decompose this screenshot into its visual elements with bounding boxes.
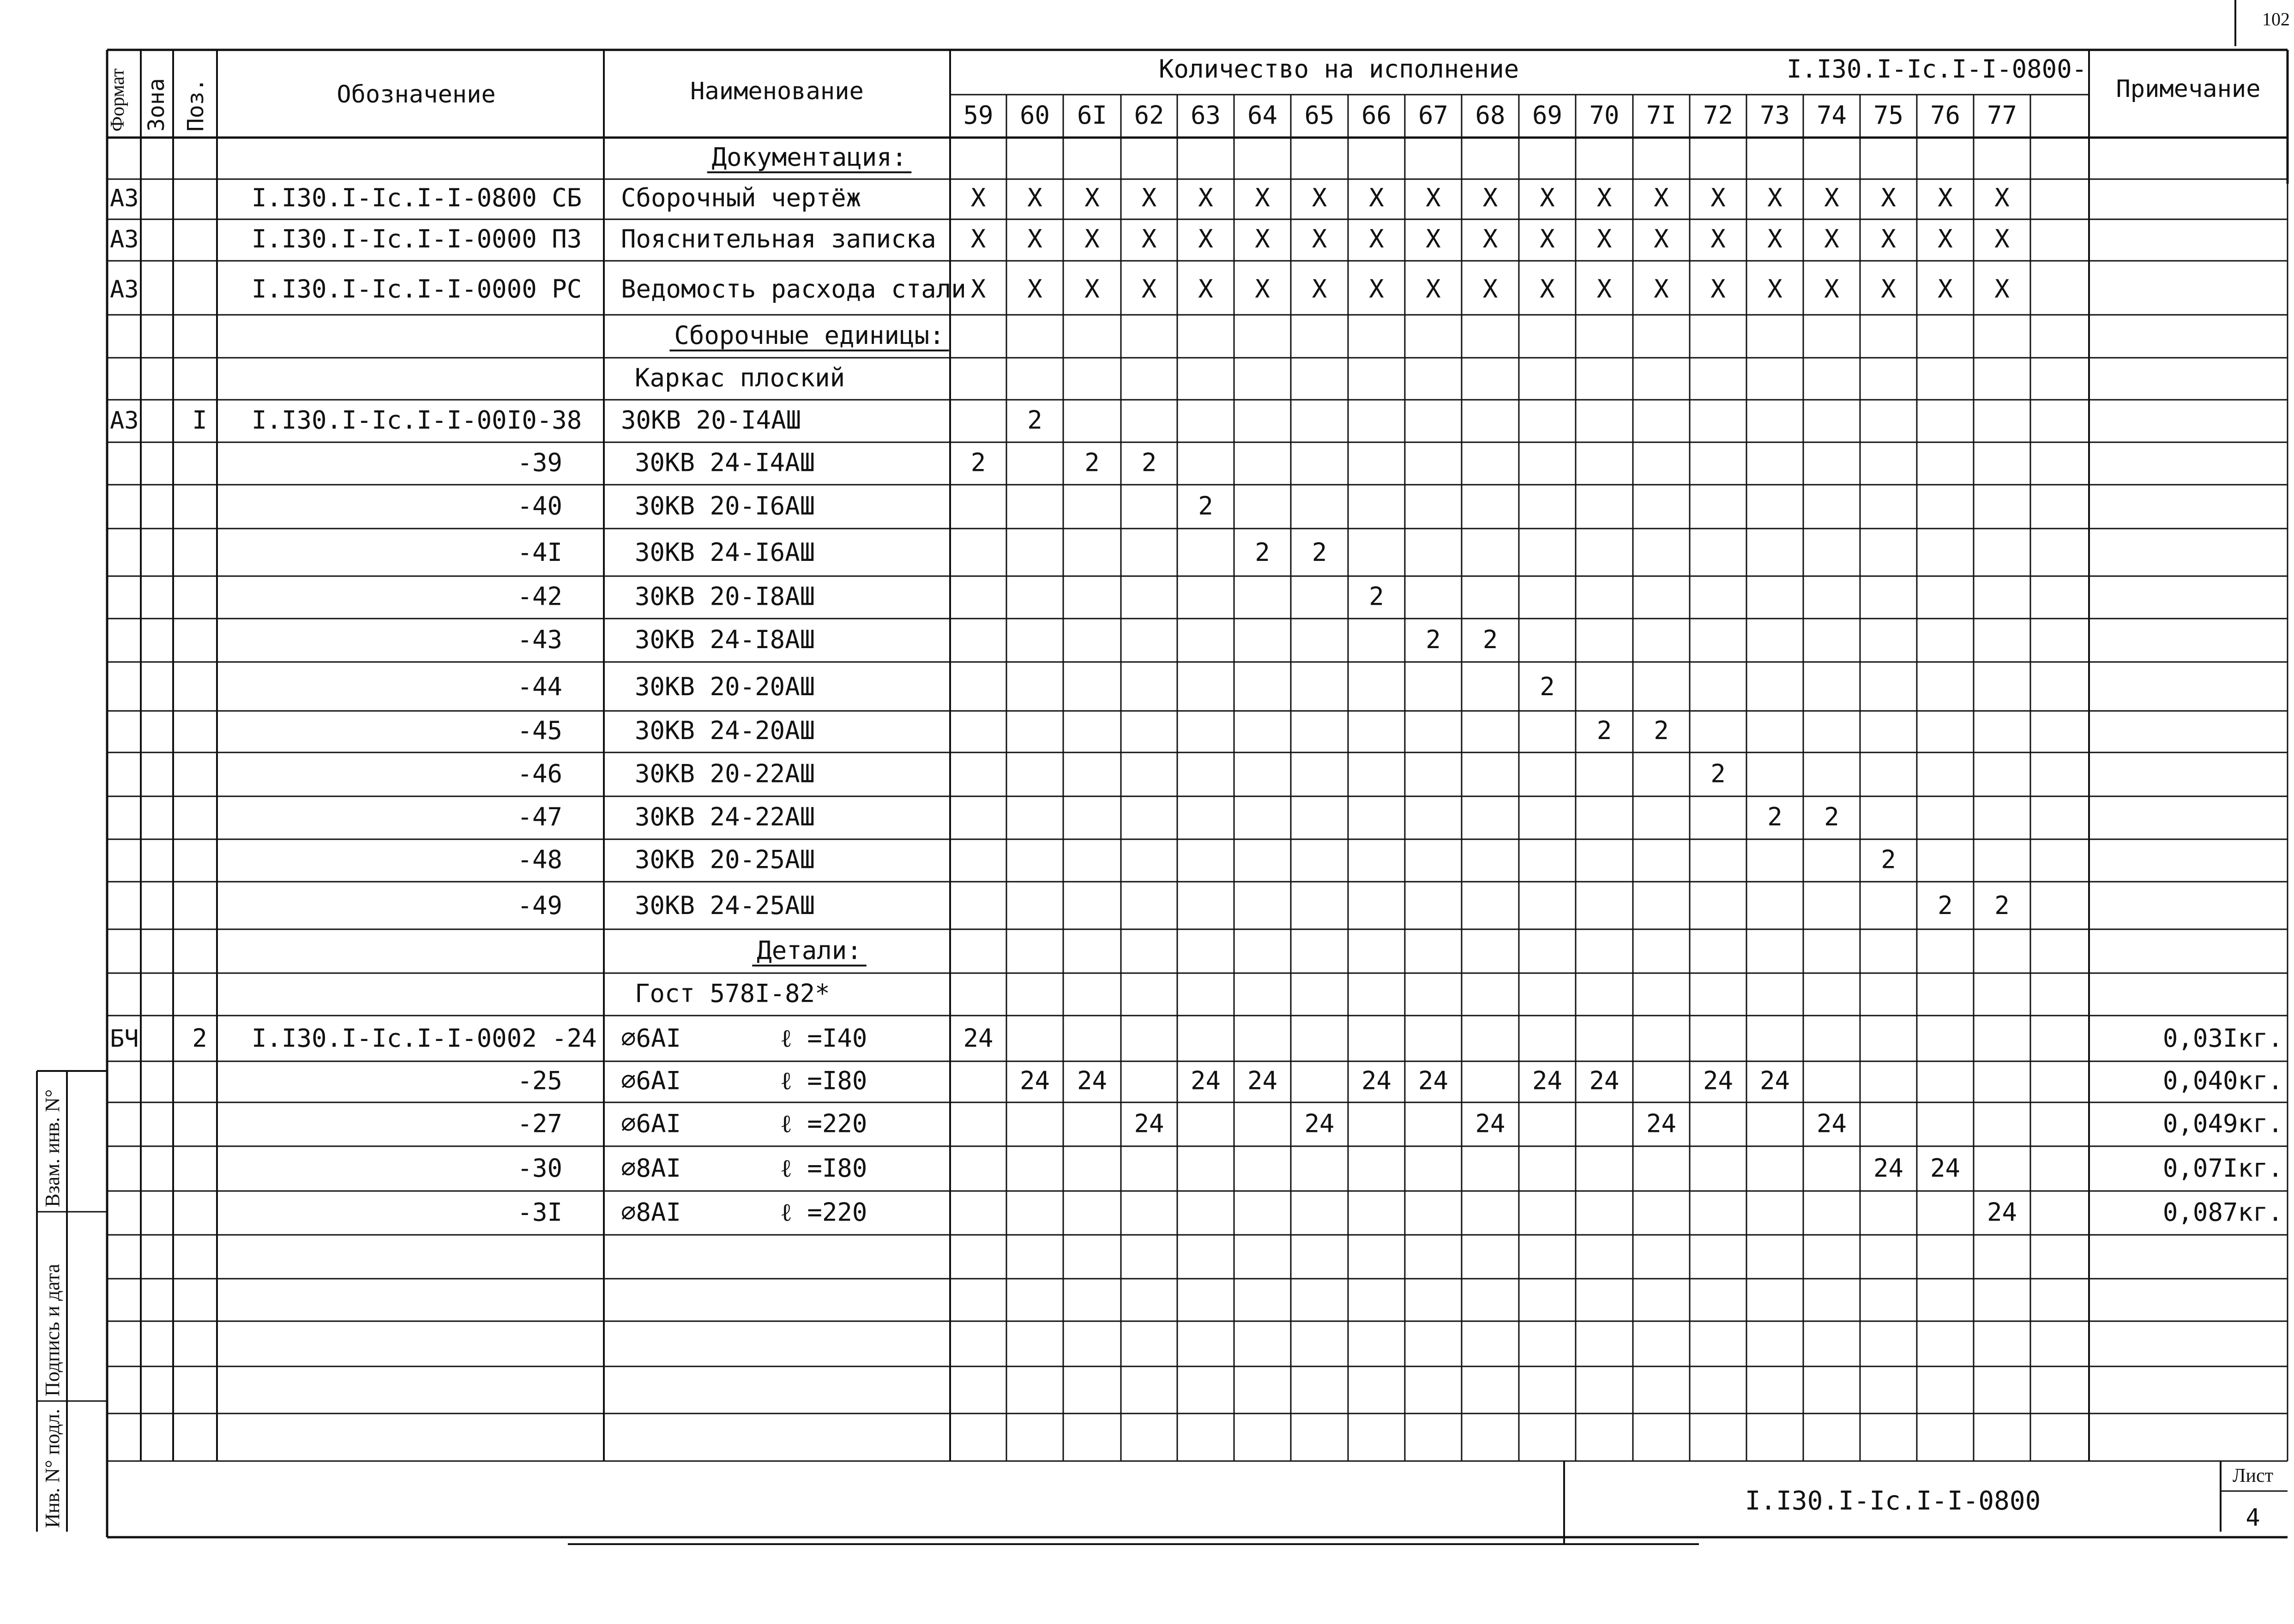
quantity-cell: Х <box>1881 224 1896 254</box>
header-note: Примечание <box>2116 75 2261 103</box>
quantity-cell: Х <box>1084 183 1100 213</box>
name-cell: Гост 578I-82* <box>635 979 830 1008</box>
designation-cell: -40 <box>517 491 562 521</box>
quantity-cell: 24 <box>1532 1066 1563 1095</box>
quantity-cell: Х <box>1994 183 2010 213</box>
designation-cell: -3I <box>517 1197 562 1227</box>
format-cell: А3 <box>110 276 139 304</box>
quantity-cell: Х <box>1027 183 1042 213</box>
section-heading: Сборочные единицы: <box>674 321 945 350</box>
quantity-cell: Х <box>1141 183 1157 213</box>
quantity-cell: Х <box>1255 183 1270 213</box>
variant-header: 75 <box>1873 101 1904 130</box>
quantity-cell: 24 <box>1816 1109 1847 1138</box>
footer-sheet-label: Лист <box>2233 1465 2273 1486</box>
quantity-cell: Х <box>1198 274 1213 304</box>
quantity-cell: 24 <box>1646 1109 1677 1138</box>
quantity-cell: 2 <box>1255 538 1270 567</box>
quantity-cell: Х <box>1369 224 1384 254</box>
position-cell: 2 <box>192 1023 207 1053</box>
name-cell: 30КВ 24-20АШ <box>635 716 815 746</box>
quantity-cell: Х <box>1312 183 1327 213</box>
designation-cell: I.I30.I-Ic.I-I-00I0-38 <box>252 405 582 435</box>
note-cell: 0,049кг. <box>2162 1109 2283 1138</box>
designation-cell: -48 <box>517 845 562 874</box>
designation-cell: I.I30.I-Ic.I-I-0000 ПЗ <box>252 224 582 254</box>
name-cell: 30КВ 24-I6АШ <box>635 538 815 567</box>
quantity-cell: 24 <box>963 1023 993 1053</box>
side-label-replacement: Взам. инв. N° <box>41 1089 64 1207</box>
length-cell: ℓ =I80 <box>780 1066 867 1095</box>
name-cell: ⌀6АI <box>621 1023 681 1053</box>
quantity-cell: Х <box>1312 224 1327 254</box>
name-cell: 30КВ 20-I6АШ <box>635 491 815 521</box>
quantity-cell: Х <box>1824 183 1839 213</box>
quantity-cell: Х <box>1824 224 1839 254</box>
quantity-cell: Х <box>1994 274 2010 304</box>
quantity-cell: 24 <box>1077 1066 1108 1095</box>
designation-cell: I.I30.I-Ic.I-I-0000 РС <box>252 274 582 304</box>
quantity-cell: Х <box>1938 224 1953 254</box>
section-heading: Документация: <box>711 143 907 172</box>
variant-header: 66 <box>1361 101 1392 130</box>
quantity-cell: Х <box>1426 224 1441 254</box>
side-label-inventory: Инв. N° подл. <box>41 1408 64 1528</box>
quantity-cell: 2 <box>1938 891 1953 920</box>
quantity-cell: 2 <box>1824 802 1839 832</box>
variant-header: 63 <box>1190 101 1221 130</box>
variant-header: 73 <box>1759 101 1790 130</box>
name-cell: 30КВ 24-I4АШ <box>635 448 815 477</box>
section-heading: Детали: <box>757 936 862 965</box>
position-cell: I <box>192 405 207 435</box>
variant-header: 68 <box>1475 101 1505 130</box>
header-name: Наименование <box>690 78 864 105</box>
name-cell: 30КВ 24-22АШ <box>635 802 815 832</box>
quantity-cell: Х <box>1482 224 1498 254</box>
quantity-cell: 2 <box>1426 625 1441 654</box>
designation-cell: I.I30.I-Ic.I-I-0002 -24 <box>252 1023 597 1053</box>
quantity-cell: 2 <box>1596 716 1612 746</box>
designation-cell: -46 <box>517 759 562 788</box>
footer-document-code: I.I30.I-Ic.I-I-0800 <box>1745 1486 2041 1516</box>
quantity-cell: Х <box>1369 274 1384 304</box>
quantity-cell: Х <box>970 183 986 213</box>
quantity-cell: Х <box>1654 183 1669 213</box>
name-cell: 30КВ 20-I8АШ <box>635 582 815 611</box>
variant-header: 74 <box>1816 101 1847 130</box>
quantity-cell: 2 <box>970 448 986 477</box>
designation-cell: -44 <box>517 672 562 702</box>
variant-header: 65 <box>1304 101 1335 130</box>
quantity-cell: Х <box>1938 183 1953 213</box>
designation-cell: I.I30.I-Ic.I-I-0800 СБ <box>252 183 582 213</box>
quantity-cell: Х <box>1540 183 1555 213</box>
name-cell: ⌀8АI <box>621 1153 681 1183</box>
quantity-cell: Х <box>1482 183 1498 213</box>
note-cell: 0,087кг. <box>2162 1197 2283 1227</box>
name-cell: Ведомость расхода стали <box>621 274 966 304</box>
name-cell: 30КВ 20-I4АШ <box>621 405 801 435</box>
designation-cell: -49 <box>517 891 562 920</box>
designation-cell: -45 <box>517 716 562 746</box>
quantity-cell: 2 <box>1994 891 2010 920</box>
quantity-cell: Х <box>1654 224 1669 254</box>
header-quantity-prefix: I.I30.I-Ic.I-I-0800- <box>1787 54 2087 84</box>
quantity-cell: 2 <box>1369 582 1384 611</box>
quantity-cell: Х <box>1938 274 1953 304</box>
quantity-cell: Х <box>1540 224 1555 254</box>
quantity-cell: 24 <box>1703 1066 1734 1095</box>
header-position: Поз. <box>183 78 209 132</box>
side-label-signature: Подпись и дата <box>41 1263 64 1396</box>
quantity-cell: 24 <box>1930 1153 1961 1183</box>
quantity-cell: 24 <box>1589 1066 1620 1095</box>
note-cell: 0,03Iкг. <box>2162 1023 2283 1053</box>
quantity-cell: 24 <box>1190 1066 1221 1095</box>
name-cell: ⌀6АI <box>621 1109 681 1138</box>
footer-sheet-number: 4 <box>2246 1504 2260 1532</box>
format-cell: А3 <box>110 185 139 213</box>
quantity-cell: Х <box>970 224 986 254</box>
quantity-cell: 24 <box>1475 1109 1505 1138</box>
corner-page-number: 102 <box>2262 9 2290 30</box>
designation-cell: -39 <box>517 448 562 477</box>
quantity-cell: 2 <box>1084 448 1100 477</box>
table-content <box>41 9 2290 1532</box>
quantity-cell: Х <box>1596 224 1612 254</box>
name-cell: 30КВ 20-22АШ <box>635 759 815 788</box>
quantity-cell: 24 <box>1019 1066 1050 1095</box>
variant-header: 72 <box>1703 101 1734 130</box>
quantity-cell: Х <box>1596 183 1612 213</box>
variant-header: 60 <box>1019 101 1050 130</box>
header-designation: Обозначение <box>337 81 496 108</box>
quantity-cell: Х <box>1027 224 1042 254</box>
designation-cell: -30 <box>517 1153 562 1183</box>
name-cell: Сборочный чертёж <box>621 183 861 213</box>
quantity-cell: Х <box>1824 274 1839 304</box>
length-cell: ℓ =220 <box>780 1109 867 1138</box>
quantity-cell: 2 <box>1881 845 1896 874</box>
variant-header: 77 <box>1987 101 2017 130</box>
quantity-cell: Х <box>1540 274 1555 304</box>
format-cell: А3 <box>110 226 139 254</box>
quantity-cell: 2 <box>1141 448 1157 477</box>
quantity-cell: Х <box>1767 183 1782 213</box>
quantity-cell: Х <box>1198 183 1213 213</box>
quantity-cell: Х <box>1881 274 1896 304</box>
quantity-cell: Х <box>1312 274 1327 304</box>
quantity-cell: Х <box>1141 274 1157 304</box>
variant-header: 76 <box>1930 101 1961 130</box>
header-format: Формат <box>107 68 128 132</box>
name-cell: ⌀8АI <box>621 1197 681 1227</box>
note-cell: 0,07Iкг. <box>2162 1153 2283 1183</box>
header-zone: Зона <box>144 78 169 132</box>
quantity-cell: 2 <box>1312 538 1327 567</box>
quantity-cell: Х <box>1198 224 1213 254</box>
quantity-cell: 2 <box>1027 405 1042 435</box>
quantity-cell: Х <box>1710 274 1726 304</box>
quantity-cell: 24 <box>1361 1066 1392 1095</box>
variant-header: 64 <box>1247 101 1278 130</box>
name-cell: 30КВ 24-25АШ <box>635 891 815 920</box>
length-cell: ℓ =I80 <box>780 1153 867 1183</box>
name-cell: 30КВ 20-25АШ <box>635 845 815 874</box>
quantity-cell: Х <box>1710 183 1726 213</box>
quantity-cell: 2 <box>1198 491 1213 521</box>
designation-cell: -42 <box>517 582 562 611</box>
quantity-cell: Х <box>970 274 986 304</box>
quantity-cell: 2 <box>1654 716 1669 746</box>
quantity-cell: 2 <box>1540 672 1555 702</box>
quantity-cell: 24 <box>1987 1197 2017 1227</box>
quantity-cell: Х <box>1141 224 1157 254</box>
variant-header: 69 <box>1532 101 1563 130</box>
header-quantity-title: Количество на исполнение <box>1159 54 1519 84</box>
name-cell: 30КВ 20-20АШ <box>635 672 815 702</box>
quantity-cell: Х <box>1596 274 1612 304</box>
quantity-cell: Х <box>1084 274 1100 304</box>
designation-cell: -27 <box>517 1109 562 1138</box>
name-cell: Пояснительная записка <box>621 224 936 254</box>
quantity-cell: 24 <box>1247 1066 1278 1095</box>
quantity-cell: Х <box>1767 274 1782 304</box>
variant-header: 67 <box>1418 101 1449 130</box>
quantity-cell: 24 <box>1134 1109 1164 1138</box>
quantity-cell: Х <box>1767 224 1782 254</box>
quantity-cell: 24 <box>1418 1066 1449 1095</box>
designation-cell: -47 <box>517 802 562 832</box>
quantity-cell: Х <box>1426 183 1441 213</box>
designation-cell: -25 <box>517 1066 562 1095</box>
variant-header: 6I <box>1077 101 1108 130</box>
name-cell: ⌀6АI <box>621 1066 681 1095</box>
name-cell: Каркас плоский <box>635 363 845 392</box>
quantity-cell: 24 <box>1759 1066 1790 1095</box>
quantity-cell: 24 <box>1873 1153 1904 1183</box>
variant-header: 7I <box>1646 101 1677 130</box>
format-cell: БЧ <box>110 1025 139 1053</box>
quantity-cell: Х <box>1710 224 1726 254</box>
note-cell: 0,040кг. <box>2162 1066 2283 1095</box>
designation-cell: -43 <box>517 625 562 654</box>
quantity-cell: Х <box>1255 224 1270 254</box>
quantity-cell: Х <box>1255 274 1270 304</box>
designation-cell: -4I <box>517 538 562 567</box>
quantity-cell: 2 <box>1767 802 1782 832</box>
length-cell: ℓ =220 <box>780 1197 867 1227</box>
quantity-cell: Х <box>1027 274 1042 304</box>
quantity-cell: Х <box>1426 274 1441 304</box>
quantity-cell: Х <box>1994 224 2010 254</box>
quantity-cell: 24 <box>1304 1109 1335 1138</box>
quantity-cell: Х <box>1881 183 1896 213</box>
quantity-cell: Х <box>1084 224 1100 254</box>
quantity-cell: Х <box>1654 274 1669 304</box>
quantity-cell: Х <box>1369 183 1384 213</box>
format-cell: А3 <box>110 407 139 435</box>
variant-header: 70 <box>1589 101 1620 130</box>
quantity-cell: 2 <box>1710 759 1726 788</box>
variant-header: 62 <box>1134 101 1164 130</box>
variant-header: 59 <box>963 101 993 130</box>
length-cell: ℓ =I40 <box>780 1023 867 1053</box>
quantity-cell: Х <box>1482 274 1498 304</box>
quantity-cell: 2 <box>1482 625 1498 654</box>
name-cell: 30КВ 24-I8АШ <box>635 625 815 654</box>
